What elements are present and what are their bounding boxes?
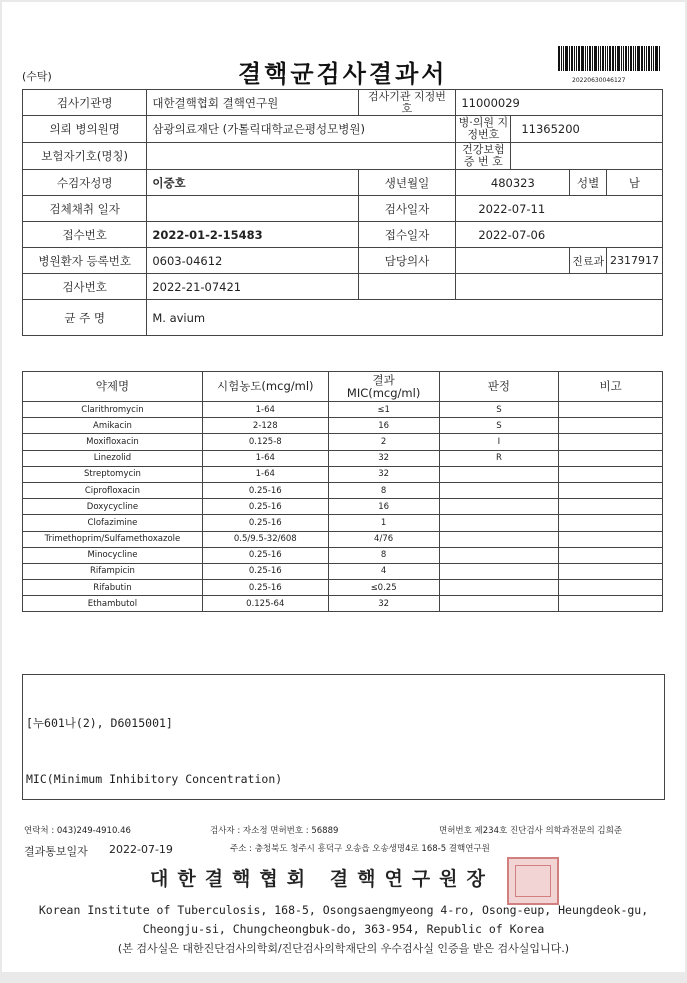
table-row xyxy=(23,563,663,579)
drug-name: Clarithromycin xyxy=(23,402,203,418)
remarks xyxy=(559,515,663,531)
drug-name: Rifabutin xyxy=(23,580,203,596)
collection-date-value xyxy=(147,196,358,222)
remarks xyxy=(559,531,663,547)
comment-box xyxy=(22,674,665,800)
remarks xyxy=(559,563,663,579)
table-row xyxy=(23,547,663,563)
mic-value: 4 xyxy=(328,563,439,579)
drug-name: Minocycline xyxy=(23,547,203,563)
health-insurance-label: 건강보험 증 번 호 xyxy=(456,143,511,169)
drug-name: Rifampicin xyxy=(23,563,203,579)
interpretation xyxy=(439,596,559,612)
mic-value: 32 xyxy=(328,466,439,482)
mic-value: 32 xyxy=(328,450,439,466)
address-korean: 주소 : 충청북도 청주시 흥덕구 오송읍 오송생명4로 168-5 결핵연구원 xyxy=(230,844,490,854)
address-english-2: Cheongju-si, Chungcheongbuk-do, 363-954, Republic of Korea xyxy=(142,922,545,936)
header-drug: 약제명 xyxy=(23,372,203,402)
patient-name-value: 이중호 xyxy=(147,170,358,196)
interpretation xyxy=(439,531,559,547)
drug-name: Amikacin xyxy=(23,418,203,434)
interpretation xyxy=(439,499,559,515)
barcode xyxy=(558,46,661,77)
test-concentration: 0.25-16 xyxy=(202,580,328,596)
table-row xyxy=(23,515,663,531)
mic-value: 8 xyxy=(328,547,439,563)
mic-value: ≤0.25 xyxy=(328,580,439,596)
interpretation xyxy=(439,563,559,579)
remarks xyxy=(559,580,663,596)
mic-value: ≤1 xyxy=(328,402,439,418)
receipt-date-value: 2022-07-06 xyxy=(456,222,663,248)
receipt-number-value: 2022-01-2-15483 xyxy=(147,222,358,248)
interpretation xyxy=(439,580,559,596)
interpretation xyxy=(439,482,559,498)
remarks xyxy=(559,482,663,498)
interpretation: S xyxy=(439,402,559,418)
test-number-label: 검사번호 xyxy=(23,274,147,300)
barcode-number: 20220630046127 xyxy=(572,77,626,84)
test-number-value: 2022-21-07421 xyxy=(147,274,358,300)
drug-name: Streptomycin xyxy=(23,466,203,482)
license-info: 면허번호 제234호 진단검사 의학과전문의 김희준 xyxy=(439,826,623,836)
mic-value: 2 xyxy=(328,434,439,450)
receipt-date-label: 접수일자 xyxy=(358,222,456,248)
remarks xyxy=(559,547,663,563)
table-row xyxy=(23,580,663,596)
remarks xyxy=(559,466,663,482)
mic-value: 4/76 xyxy=(328,531,439,547)
hospital-label: 의뢰 병의원명 xyxy=(23,116,147,143)
collection-date-label: 검체채취 일자 xyxy=(23,196,147,222)
page-title: 결핵균검사결과서 xyxy=(238,60,448,88)
birth-date-value: 480323 xyxy=(456,170,570,196)
test-concentration: 2-128 xyxy=(202,418,328,434)
test-concentration: 0.125-8 xyxy=(202,434,328,450)
drug-name: Ethambutol xyxy=(23,596,203,612)
interpretation xyxy=(439,466,559,482)
certification-note: (본 검사실은 대한진단검사의학회/진단검사의학재단의 우수검사실 인증을 받은 검사실입니다.) xyxy=(117,942,570,955)
comment-line: MIC(Minimum Inhibitory Concentration) xyxy=(26,771,283,786)
test-concentration: 1-64 xyxy=(202,402,328,418)
drug-name: Clofazimine xyxy=(23,515,203,531)
table-row xyxy=(23,434,663,450)
report-date-value: 2022-07-19 xyxy=(109,843,173,856)
interpretation xyxy=(439,515,559,531)
doctor-label: 담당의사 xyxy=(358,248,456,274)
drug-name: Linezolid xyxy=(23,450,203,466)
receipt-label: (수탁) xyxy=(22,70,52,83)
clinic-code-value: 11365200 xyxy=(521,122,580,136)
receipt-number-label: 접수번호 xyxy=(23,222,147,248)
remarks xyxy=(559,418,663,434)
official-seal xyxy=(507,857,559,905)
institution-label: 검사기관명 xyxy=(23,90,147,116)
organization-name: 대한결핵협회 결핵연구원장 xyxy=(150,868,494,890)
test-concentration: 1-64 xyxy=(202,466,328,482)
sex-value: 남 xyxy=(606,170,662,196)
test-concentration: 0.25-16 xyxy=(202,547,328,563)
test-concentration: 0.25-16 xyxy=(202,563,328,579)
remarks xyxy=(559,499,663,515)
table-row xyxy=(23,418,663,434)
tester-info: 검사자 : 자소정 면허번호 : 56889 xyxy=(210,826,339,836)
hospital-value: 삼광의료재단 (가톨릭대학교은평성모병원) xyxy=(147,116,456,143)
institution-value: 대한결핵협회 결핵연구원 xyxy=(147,90,358,116)
mic-value: 8 xyxy=(328,482,439,498)
table-row xyxy=(23,596,663,612)
drug-name: Doxycycline xyxy=(23,499,203,515)
interpretation: R xyxy=(439,450,559,466)
clinic-code-label: 병·의원 지정번호 xyxy=(456,116,511,142)
doctor-value xyxy=(456,248,570,274)
table-row xyxy=(23,450,663,466)
report-date-label: 결과통보일자 xyxy=(24,845,88,858)
address-english-1: Korean Institute of Tuberculosis, 168-5, Osongsaengmyeong 4-ro, Osong-eup, Heungdeok-gu, xyxy=(38,903,649,917)
test-concentration: 0.25-16 xyxy=(202,499,328,515)
birth-date-label: 생년월일 xyxy=(358,170,456,196)
table-row xyxy=(23,531,663,547)
remarks xyxy=(559,434,663,450)
test-concentration: 0.5/9.5-32/608 xyxy=(202,531,328,547)
registration-number-value: 0603-04612 xyxy=(147,248,358,274)
susceptibility-table xyxy=(22,371,663,612)
interpretation: S xyxy=(439,418,559,434)
test-concentration: 0.125-64 xyxy=(202,596,328,612)
mic-value: 1 xyxy=(328,515,439,531)
registration-number-label: 병원환자 등록번호 xyxy=(23,248,147,274)
remarks xyxy=(559,450,663,466)
header-mic: 결과 MIC(mcg/ml) xyxy=(328,372,439,402)
remarks xyxy=(559,402,663,418)
mic-value: 16 xyxy=(328,418,439,434)
drug-name: Ciprofloxacin xyxy=(23,482,203,498)
organism-label: 균 주 명 xyxy=(23,300,147,336)
table-row xyxy=(23,482,663,498)
test-date-value: 2022-07-11 xyxy=(456,196,663,222)
table-row xyxy=(23,402,663,418)
header-interpretation: 판정 xyxy=(439,372,559,402)
insurer-label: 보험자기호(명칭) xyxy=(23,143,147,170)
table-row xyxy=(23,466,663,482)
header-remarks: 비고 xyxy=(559,372,663,402)
drug-name: Moxifloxacin xyxy=(23,434,203,450)
mic-value: 32 xyxy=(328,596,439,612)
organism-value: M. avium xyxy=(147,300,663,336)
department-label: 진료과 xyxy=(570,248,607,274)
report-page xyxy=(2,2,685,972)
patient-info-table xyxy=(22,89,663,336)
sex-label: 성별 xyxy=(570,170,607,196)
table-row xyxy=(23,499,663,515)
test-concentration: 0.25-16 xyxy=(202,482,328,498)
comment-line: [누601나(2), D6015001] xyxy=(26,716,173,730)
test-date-label: 검사일자 xyxy=(358,196,456,222)
designation-value: 11000029 xyxy=(456,90,663,116)
interpretation: I xyxy=(439,434,559,450)
test-concentration: 1-64 xyxy=(202,450,328,466)
test-concentration: 0.25-16 xyxy=(202,515,328,531)
designation-label: 검사기관 지정번호 xyxy=(358,90,456,116)
drug-name: Trimethoprim/Sulfamethoxazole xyxy=(23,531,203,547)
header-test-concentration: 시험농도(mcg/ml) xyxy=(202,372,328,402)
department-value: 2317917 xyxy=(606,248,662,274)
insurer-value xyxy=(147,143,456,170)
contact-info: 연락처 : 043)249-4910.46 xyxy=(24,826,131,836)
remarks xyxy=(559,596,663,612)
interpretation xyxy=(439,547,559,563)
patient-name-label: 수검자성명 xyxy=(23,170,147,196)
mic-value: 16 xyxy=(328,499,439,515)
